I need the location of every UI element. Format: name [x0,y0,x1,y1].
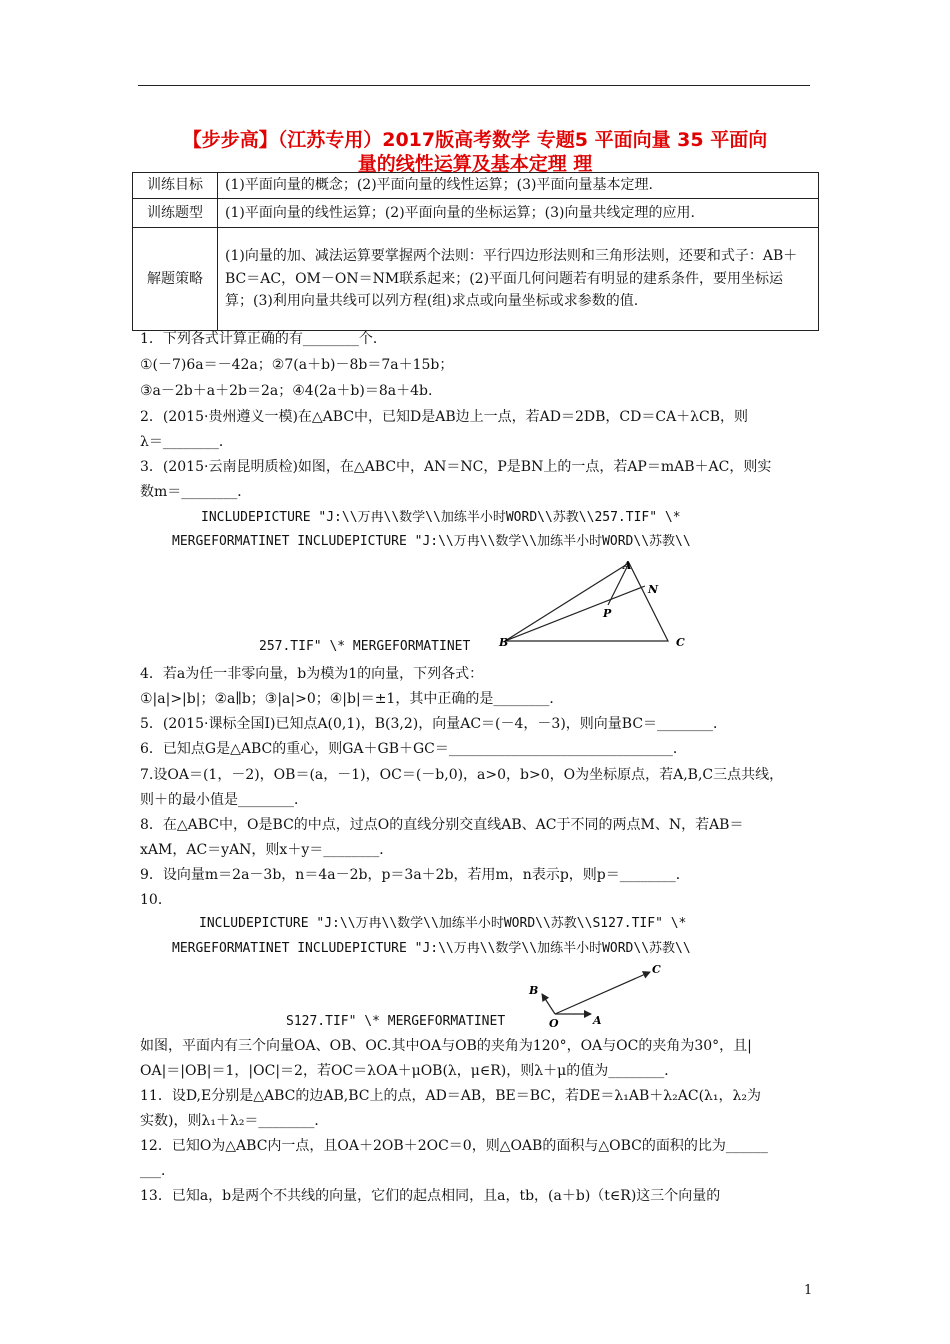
question-text: 8．在△ABC中，O是BC的中点，过点O的直线分别交直线AB、AC于不同的两点M、N，若AB＝ [140,817,744,833]
triangle-abc [505,563,668,641]
row-content: (1)向量的加、减法运算要掌握两个法则：平行四边形法则和三角形法则，还要和式子：AB＋BC＝AC，OM－ON＝NM联系起来；(2)平面几何问题若有明显的建系条件，要用坐标运算；(3)利用向量共线可以列方程(组)求点或向量坐标或求参数的值. [218,228,819,331]
row-label: 训练题型 [133,199,218,228]
row-label: 解题策略 [133,228,218,331]
question-text: 1．下列各式计算正确的有________个． [140,331,387,347]
field-code-text: MERGEFORMATINET INCLUDEPICTURE "J:\\万冉\\数学\\加练半小时WORD\\苏教\\ [172,534,691,549]
training-info-table [132,172,819,331]
point-label-b: B [499,636,509,649]
question-text: 3．(2015·云南昆明质检)如图，在△ABC中，AN＝NC，P是BN上的一点，若AP＝mAB＋AC，则实 [140,459,772,475]
question-text: OA|＝|OB|＝1，|OC|＝2，若OC＝λOA＋μOB(λ，μ∈R)，则λ＋μ的值为________． [140,1063,679,1079]
point-label-a: A [623,559,632,572]
field-code-text: 257.TIF" \* MERGEFORMATINET [259,639,471,654]
point-label-b: B [529,984,539,997]
point-label-c: C [652,963,661,976]
question-text: ①|a|>|b|；②a∥b；③|a|>0；④|b|＝±1，其中正确的是________． [140,691,564,707]
question-text: 2．(2015·贵州遵义一模)在△ABC中，已知D是AB边上一点，若AD＝2DB，CD＝CA＋λCB，则 [140,409,749,425]
field-code-text: S127.TIF" \* MERGEFORMATINET [286,1014,506,1029]
field-code-text: INCLUDEPICTURE "J:\\万冉\\数学\\加练半小时WORD\\苏教\\S127.TIF" \* [199,916,687,931]
point-label-a: A [593,1014,602,1027]
triangle-figure [495,555,695,655]
title-line-2: 量的线性运算及基本定理 理 [357,153,593,175]
header-rule [138,85,810,86]
field-code-text: INCLUDEPICTURE "J:\\万冉\\数学\\加练半小时WORD\\苏教\\257.TIF" \* [201,510,681,525]
question-text: 11．设D,E分别是△ABC的边AB,BC上的点，AD＝AB，BE＝BC，若DE＝λ₁AB＋λ₂AC(λ₁，λ₂为 [140,1088,762,1104]
question-text: xAM，AC＝yAN，则x＋y＝________． [140,842,394,858]
question-text: 5．(2015·课标全国Ⅰ)已知点A(0,1)，B(3,2)，向量AC＝(－4，－3)，则向量BC＝________． [140,716,728,732]
question-text: 10． [140,892,172,908]
row-content: (1)平面向量的线性运算；(2)平面向量的坐标运算；(3)向量共线定理的应用. [218,199,819,228]
vector-oc [555,972,650,1014]
point-label-c: C [676,636,685,649]
point-label-n: N [648,583,659,596]
row-content: (1)平面向量的概念；(2)平面向量的线性运算；(3)平面向量基本定理. [218,173,819,199]
row-label: 训练目标 [133,173,218,199]
vector-ob [542,994,555,1014]
question-text: ①(－7)6a＝－42a；②7(a＋b)－8b＝7a＋15b； [140,357,454,373]
question-text: 9．设向量m＝2a－3b，n＝4a－2b，p＝3a＋2b，若用m，n表示p，则p＝________． [140,867,690,883]
title-line-1: 【步步高】（江苏专用）2017版高考数学 专题5 平面向量 35 平面向 [182,129,768,151]
table-row [133,199,819,228]
question-text: 4．若a为任一非零向量，b为模为1的向量，下列各式： [140,666,484,682]
question-text: 12．已知O为△ABC内一点，且OA＋2OB＋2OC＝0，则△OAB的面积与△OBC的面积的比为______ [140,1138,768,1154]
table-row [133,173,819,199]
question-text: ③a－2b＋a＋2b＝2a；④4(2a＋b)＝8a＋4b. [140,383,433,399]
field-code-text: MERGEFORMATINET INCLUDEPICTURE "J:\\万冉\\数学\\加练半小时WORD\\苏教\\ [172,941,691,956]
question-text: 如图，平面内有三个向量OA、OB、OC.其中OA与OB的夹角为120°，OA与OC的夹角为30°，且| [140,1038,752,1054]
page-title [130,128,820,176]
question-text: λ＝________． [140,434,233,450]
question-text: 实数)，则λ₁＋λ₂＝________． [140,1113,329,1129]
segment-bn [505,586,645,641]
question-text: 7.设OA＝(1，－2)，OB＝(a，－1)，OC＝(－b,0)，a>0，b>0，O为坐标原点，若A,B,C三点共线， [140,767,784,783]
point-label-o: O [549,1017,559,1030]
vector-figure [525,960,675,1030]
point-label-p: P [603,607,612,620]
question-text: 数m＝________． [140,484,252,500]
page-number: 1 [804,1283,813,1298]
question-text: 6．已知点G是△ABC的重心，则GA＋GB＋GC＝________________________________． [140,741,687,757]
question-text: 13．已知a，b是两个不共线的向量，它们的起点相同，且a，tb，(a＋b)（t∈R)这三个向量的 [140,1188,721,1204]
table-row [133,228,819,331]
question-text: 则＋的最小值是________． [140,792,308,808]
question-text: ___． [140,1163,175,1179]
